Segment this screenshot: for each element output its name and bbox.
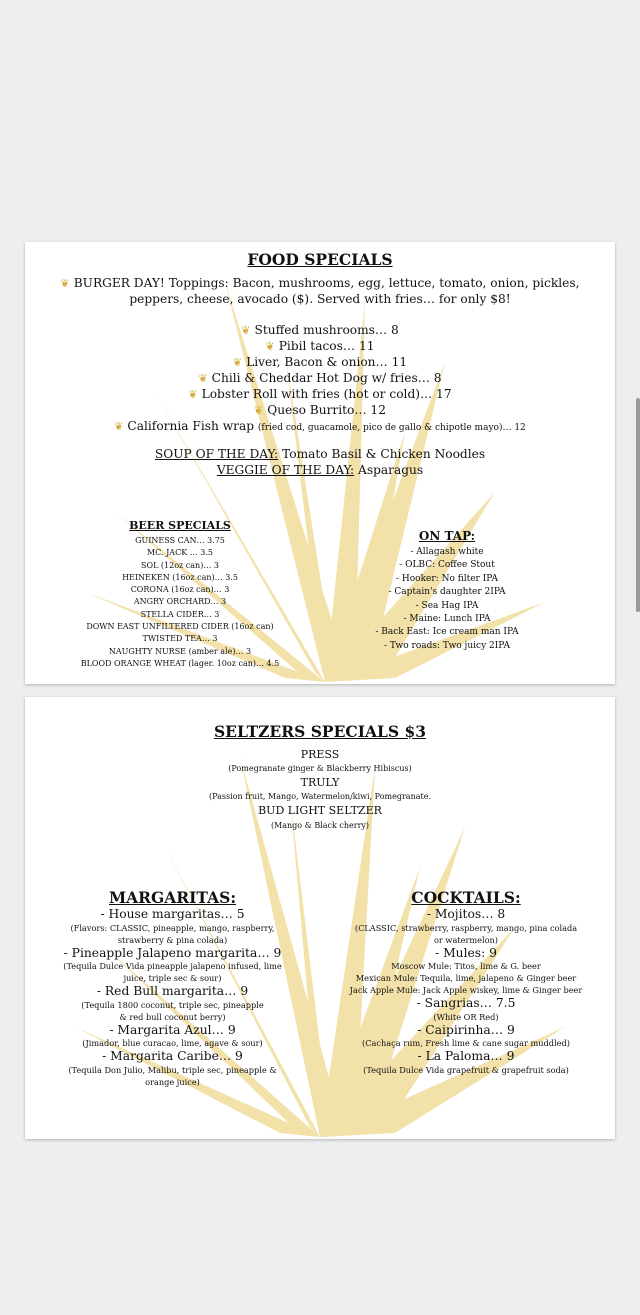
- cocktails-item: - La Paloma… 9: [417, 1049, 515, 1063]
- burger-text-1: BURGER DAY! Toppings: Bacon, mushrooms, egg, lettuce, tomato, onion, pickles,: [73, 276, 580, 290]
- agave-leaf-icon: ❦: [188, 388, 198, 401]
- agave-leaf-icon: ❦: [232, 356, 243, 369]
- margaritas-note: (Tequila 1800 coconut, triple sec, pineapple: [81, 999, 264, 1010]
- veggie-of-the-day: [25, 463, 615, 478]
- food-item-fish: [25, 419, 615, 436]
- cocktails-item: - Sangrias… 7.5: [416, 996, 516, 1010]
- truly: TRULY: [300, 776, 340, 789]
- on-tap-title: ON TAP:: [418, 529, 476, 543]
- food-item: [25, 403, 615, 418]
- agave-leaf-icon: ❦: [241, 324, 251, 337]
- food-item: [25, 371, 615, 386]
- agave-leaf-icon: ❦: [114, 420, 124, 433]
- beer-item: BLOOD ORANGE WHEAT (lager. 10oz can)… 4.5: [80, 658, 280, 668]
- food-item-text: Pibil tacos… 11: [278, 339, 375, 353]
- food-item: [25, 323, 615, 338]
- scrollbar[interactable]: [636, 398, 640, 612]
- soup-label: SOUP OF THE DAY:: [154, 447, 279, 461]
- tap-item: - Allagash white: [410, 547, 484, 557]
- soup-of-the-day: [25, 447, 615, 462]
- beer-item: MC. JACK … 3.5: [146, 548, 213, 558]
- margaritas-item: - Margarita Caribe… 9: [102, 1049, 243, 1063]
- truly-note: (Passion fruit, Mango, Watermelon/kiwi, Pomegranate.: [209, 792, 431, 801]
- food-item: [25, 355, 615, 370]
- bud-light-seltzer: BUD LIGHT SELTZER: [258, 804, 382, 817]
- beer-item: DOWN EAST UNFILTERED CIDER (16oz can): [86, 622, 274, 632]
- food-item-text: Chili & Cheddar Hot Dog w/ fries… 8: [211, 371, 442, 385]
- food-item-text: Queso Burrito… 12: [267, 403, 386, 417]
- cocktails-note: or watermelon): [433, 934, 498, 945]
- agave-leaf-icon: ❦: [60, 277, 70, 290]
- press-note: (Pomegranate ginger & Blackberry Hibiscus): [228, 764, 412, 773]
- beer-item: HEINEKEN (16oz can)… 3.5: [122, 572, 238, 582]
- seltzers-title: SELTZERS SPECIALS $3: [213, 722, 427, 741]
- cocktails-note: (CLASSIC, strawberry, raspberry, mango, pina colada: [354, 922, 578, 933]
- press: PRESS: [300, 748, 340, 761]
- margaritas-note: strawberry & pina colada): [117, 934, 228, 945]
- cocktails-item: - Mules: 9: [435, 945, 497, 960]
- food-item: [25, 387, 615, 402]
- veggie-value: Asparagus: [358, 463, 424, 477]
- margaritas-title: MARGARITAS:: [108, 888, 237, 907]
- fish-main: California Fish wrap: [127, 419, 255, 433]
- soup-value: Tomato Basil & Chicken Noodles: [282, 447, 486, 461]
- tap-item: - Hooker: No filter IPA: [396, 573, 498, 584]
- margaritas-item: - Red Bull margarita… 9: [96, 984, 249, 998]
- cocktails-title: COCKTAILS:: [411, 888, 521, 907]
- food-specials-title: FOOD SPECIALS: [247, 250, 393, 269]
- margaritas-item: - Margarita Azul… 9: [109, 1022, 236, 1037]
- tap-item: - OLBC: Coffee Stout: [399, 560, 495, 571]
- beer-item: GUINESS CAN… 3.75: [135, 536, 225, 545]
- veggie-label: VEGGIE OF THE DAY:: [216, 463, 355, 477]
- beer-item: ANGRY ORCHARD… 3: [133, 597, 227, 607]
- cocktails-item: - Caipirinha… 9: [417, 1022, 515, 1037]
- margaritas: [45, 888, 300, 1088]
- beer-item: NAUGHTY NURSE (amber ale)… 3: [108, 646, 252, 656]
- margaritas-note: (Flavors: CLASSIC, pineapple, mango, raspberry,: [70, 922, 275, 933]
- on-tap: [367, 529, 527, 653]
- tap-item: - Back East: Ice cream man IPA: [375, 627, 519, 638]
- burger-line-1: [25, 276, 615, 291]
- beer-specials-title: BEER SPECIALS: [129, 519, 231, 532]
- margaritas-note: juice, triple sec & sour): [123, 973, 222, 983]
- cocktails-note: Mexican Mule: Tequila, lime, jalapeno & Ginger beer: [355, 973, 577, 983]
- margaritas-item: - Pineapple Jalapeno margarita… 9: [63, 945, 282, 960]
- tap-item: - Two roads: Two juicy 2IPA: [383, 640, 511, 651]
- bud-note: (Mango & Black cherry): [270, 821, 370, 830]
- food-item: [25, 339, 615, 354]
- food-item-text: Lobster Roll with fries (hot or cold)… 17: [201, 387, 452, 401]
- cocktails-note: (Cachaça rum, Fresh lime & cane sugar muddled): [362, 1038, 570, 1048]
- drinks-card: [25, 697, 615, 1139]
- agave-leaf-icon: ❦: [198, 372, 208, 385]
- tap-item: - Captain's daughter 2IPA: [388, 587, 506, 598]
- cocktails: [337, 888, 595, 1076]
- cocktails-note: (Tequila Dulce Vida grapefruit & grapefruit soda): [363, 1064, 569, 1075]
- margaritas-item: - House margaritas… 5: [100, 907, 245, 921]
- cocktails-note: Jack Apple Mule: Jack Apple wiskey, lime & Ginger beer: [349, 985, 583, 995]
- margaritas-note: orange juice): [145, 1076, 200, 1087]
- burger-line-2: peppers, cheese, avocado ($). Served with fries… for only $8!: [129, 292, 511, 306]
- margaritas-note: & red bull coconut berry): [119, 1011, 226, 1022]
- agave-leaf-icon: ❦: [254, 404, 264, 417]
- beer-specials: [80, 519, 280, 670]
- beer-item: STELLA CIDER… 3: [140, 609, 220, 619]
- beer-item: TWISTED TEA… 3: [142, 634, 218, 644]
- margaritas-note: (Tequila Don Julio, Malibu, triple sec, pineapple &: [68, 1064, 277, 1075]
- cocktails-note: (White OR Red): [433, 1011, 499, 1022]
- cocktails-note: Moscow Mule: Titos, lime & G. beer: [391, 961, 541, 971]
- fish-detail: (fried cod, guacamole, pico de gallo & chipotle mayo)… 12: [257, 423, 526, 433]
- cocktails-item: - Mojitos… 8: [426, 907, 506, 921]
- food-item-text: Stuffed mushrooms… 8: [254, 323, 399, 337]
- beer-item: SOL (12oz can)… 3: [141, 560, 219, 570]
- tap-item: - Sea Hag IPA: [415, 600, 479, 611]
- tap-item: - Maine: Lunch IPA: [403, 614, 491, 625]
- agave-leaf-icon: ❦: [265, 340, 275, 353]
- beer-item: CORONA (16oz can)… 3: [130, 585, 230, 595]
- food-specials-card: [25, 242, 615, 684]
- margaritas-note: (Tequila Dulce Vida pineapple jalapeno infused, lime: [63, 961, 282, 971]
- margaritas-note: (Jimador, blue curacao, lime, agave & sour): [82, 1038, 263, 1048]
- food-item-text: Liver, Bacon & onion… 11: [246, 355, 408, 369]
